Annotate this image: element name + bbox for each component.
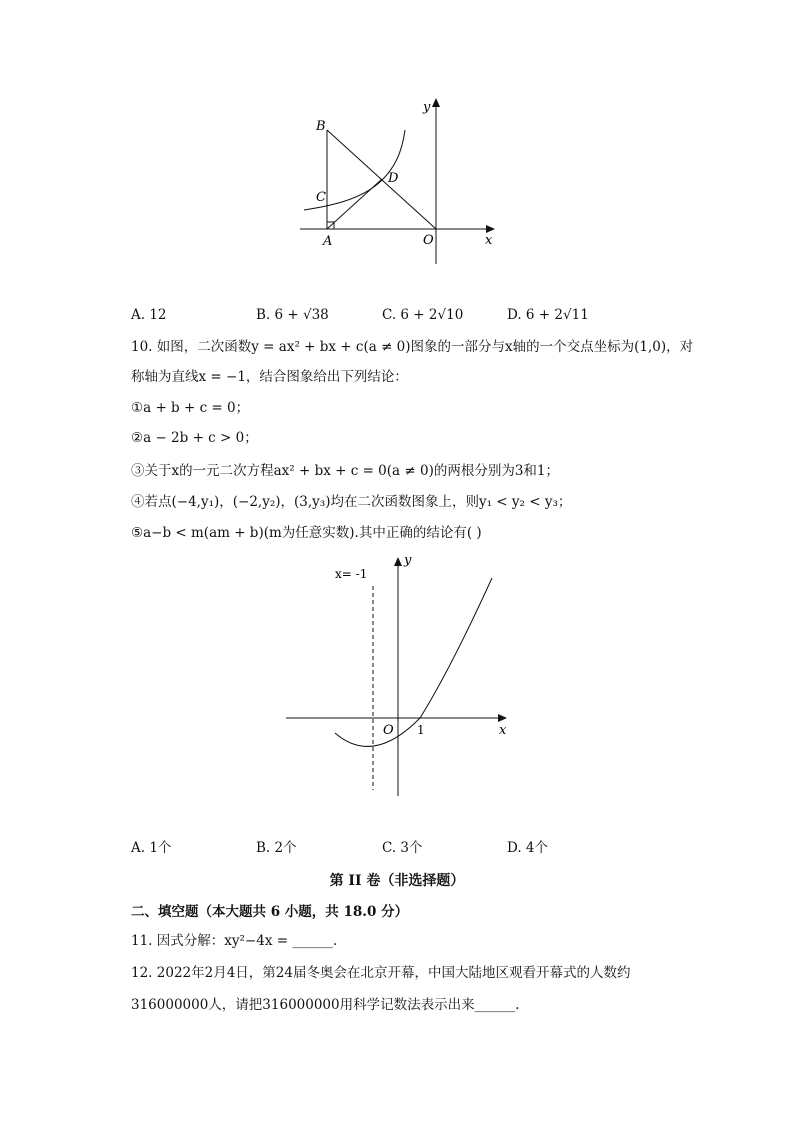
q12-line-2: 316000000人，请把316000000用科学记数法表示出来______. bbox=[131, 997, 520, 1013]
q9-option-d[interactable]: D. 6 + 2√11 bbox=[507, 307, 589, 323]
figure-2 bbox=[280, 550, 520, 805]
q10-line-1: 10. 如图，二次函数y = ax² + bx + c(a ≠ 0)图象的一部分与x轴的一个交点坐标为(1,0)，对 bbox=[131, 339, 694, 355]
x-axis-arrow bbox=[486, 225, 495, 233]
q10-statement-2: ②a − 2b + c > 0； bbox=[131, 430, 258, 446]
y-axis-arrow bbox=[432, 98, 440, 107]
q10-statement-4: ④若点(−4,y₁)，(−2,y₂)，(3,y₃)均在二次函数图象上，则y₁ < y₂ < y₃； bbox=[131, 494, 572, 510]
label-y: y bbox=[423, 100, 431, 115]
parabola-curve bbox=[335, 578, 492, 746]
label-axis-eq: x= -1 bbox=[335, 567, 368, 581]
q10-option-d[interactable]: D. 4个 bbox=[507, 840, 549, 856]
q12-line-1: 12. 2022年2月4日，第24届冬奥会在北京开幕，中国大陆地区观看开幕式的人数约 bbox=[131, 965, 631, 981]
label-y: y bbox=[404, 553, 412, 568]
part-2-heading: 第 II 卷（非选择题） bbox=[329, 873, 465, 889]
label-b: B bbox=[316, 119, 326, 134]
label-x: x bbox=[485, 233, 493, 248]
q10-option-b[interactable]: B. 2个 bbox=[256, 840, 297, 856]
q10-statement-3: ③关于x的一元二次方程ax² + bx + c = 0(a ≠ 0)的两根分别为3和1； bbox=[131, 463, 560, 479]
q9-option-b[interactable]: B. 6 + √38 bbox=[256, 307, 329, 323]
label-o: O bbox=[383, 723, 394, 738]
section-2-heading: 二、填空题（本大题共 6 小题，共 18.0 分） bbox=[131, 904, 409, 920]
y-axis-arrow bbox=[394, 557, 402, 566]
label-one: 1 bbox=[417, 723, 425, 737]
label-o: O bbox=[423, 233, 434, 248]
q9-option-c[interactable]: C. 6 + 2√10 bbox=[382, 307, 464, 323]
label-x: x bbox=[499, 723, 507, 738]
label-a: A bbox=[323, 234, 333, 249]
q10-option-c[interactable]: C. 3个 bbox=[382, 840, 423, 856]
q9-option-a[interactable]: A. 12 bbox=[131, 307, 167, 323]
q10-line-2: 称轴为直线x = −1，结合图象给出下列结论： bbox=[131, 369, 408, 385]
figure-1 bbox=[290, 92, 510, 272]
label-c: C bbox=[316, 190, 326, 205]
q10-option-a[interactable]: A. 1个 bbox=[131, 840, 172, 856]
q11-text: 11. 因式分解：xy²−4x = ______. bbox=[131, 933, 338, 949]
x-axis-arrow bbox=[498, 714, 507, 722]
q10-statement-5: ⑤a−b < m(am + b)(m为任意实数).其中正确的结论有( ) bbox=[131, 525, 482, 541]
label-d: D bbox=[388, 171, 399, 186]
q10-statement-1: ①a + b + c = 0； bbox=[131, 400, 250, 416]
